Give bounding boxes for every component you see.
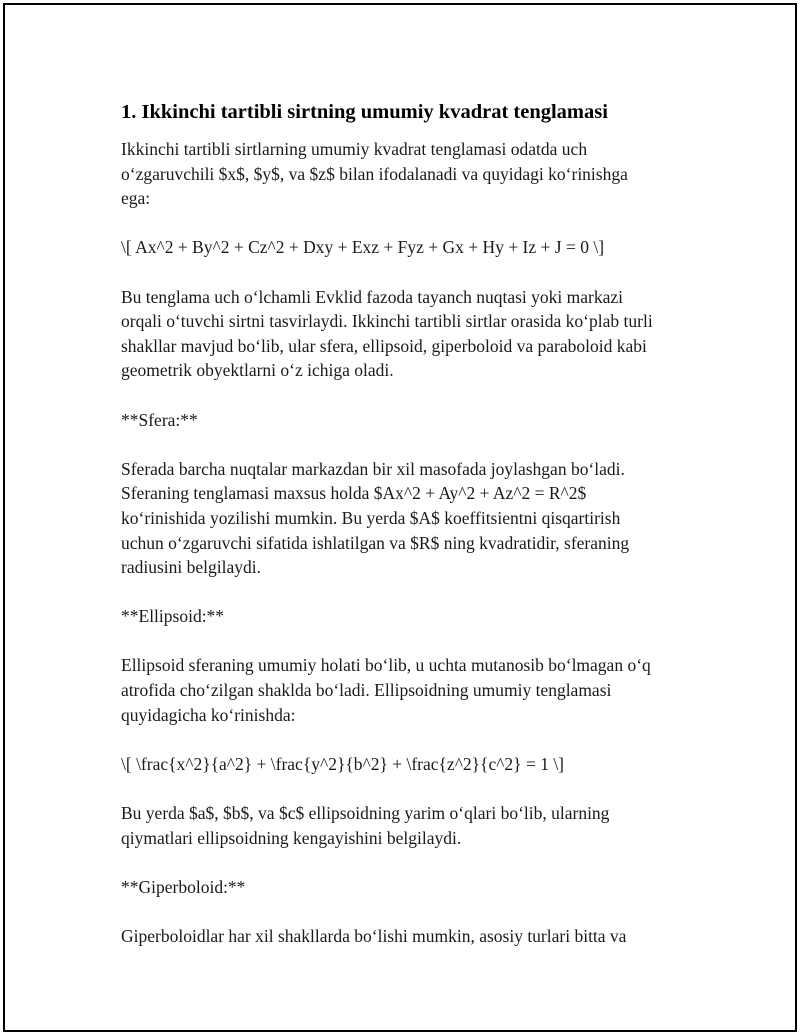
text-line: Ikkinchi tartibli sirtlarning umumiy kvadrat tenglamasi odatda uch xyxy=(121,139,588,159)
text-line: Sferada barcha nuqtalar markazdan bir xil masofada joylashgan bo‘ladi. xyxy=(121,458,625,479)
text-line: ko‘rinishida yozilishi mumkin. Bu yerda $A$ koeffitsientni qisqartirish xyxy=(121,507,621,528)
text-line: **Ellipsoid:** xyxy=(121,606,225,627)
page-frame xyxy=(3,3,797,1032)
text-line: qiymatlari ellipsoidning kengayishini belgilaydi. xyxy=(121,827,462,848)
section-heading: 1. Ikkinchi tartibli sirtning umumiy kvadrat tenglamasi xyxy=(121,101,608,123)
paragraph xyxy=(121,801,681,850)
text-line: \[ \frac{x^2}{a^2} + \frac{y^2}{b^2} + \frac{z^2}{c^2} = 1 \] xyxy=(121,753,565,774)
text-line: o‘zgaruvchili $x$, $y$, va $z$ bilan ifodalanadi va quyidagi ko‘rinishga xyxy=(121,163,628,184)
text-line: uchun o‘zgaruvchi sifatida ishlatilgan va $R$ ning kvadratidir, sferaning xyxy=(121,532,630,553)
text-line: quyidagicha ko‘rinishda: xyxy=(121,704,296,725)
text-line: **Sfera:** xyxy=(121,409,198,430)
text-line: radiusini belgilaydi. xyxy=(121,557,261,578)
text-line: shakllar mavjud bo‘lib, ular sfera, ellipsoid, giperboloid va paraboloid kabi xyxy=(121,335,647,356)
paragraph xyxy=(121,137,681,211)
paragraph xyxy=(121,604,681,629)
paragraph xyxy=(121,924,681,949)
paragraph xyxy=(121,875,681,900)
text-line: ega: xyxy=(121,188,151,209)
paragraph xyxy=(121,752,681,777)
document-body xyxy=(121,99,681,973)
text-line: Ellipsoid sferaning umumiy holati bo‘lib, u uchta mutanosib bo‘lmagan o‘q xyxy=(121,655,651,676)
text-line: geometrik obyektlarni o‘z ichiga oladi. xyxy=(121,360,394,381)
text-line: Bu yerda $a$, $b$, va $c$ ellipsoidning yarim o‘qlari bo‘lib, ularning xyxy=(121,803,610,824)
text-line: **Giperboloid:** xyxy=(121,876,246,897)
paragraph xyxy=(121,235,681,260)
paragraph xyxy=(121,408,681,433)
text-line: Bu tenglama uch o‘lchamli Evklid fazoda tayanch nuqtasi yoki markazi xyxy=(121,286,623,307)
text-line: atrofida cho‘zilgan shaklda bo‘ladi. Ellipsoidning umumiy tenglamasi xyxy=(121,680,612,701)
text-line: Sferaning tenglamasi maxsus holda $Ax^2 + Ay^2 + Az^2 = R^2$ xyxy=(121,483,587,504)
paragraph-list xyxy=(121,137,681,949)
text-line: orqali o‘tuvchi sirtni tasvirlaydi. Ikkinchi tartibli sirtlar orasida ko‘plab turli xyxy=(121,311,653,332)
paragraph xyxy=(121,653,681,727)
text-line: Giperboloidlar har xil shakllarda bo‘lishi mumkin, asosiy turlari bitta va xyxy=(121,926,627,946)
paragraph xyxy=(121,285,681,383)
text-line: \[ Ax^2 + By^2 + Cz^2 + Dxy + Exz + Fyz + Gx + Hy + Iz + J = 0 \] xyxy=(121,237,605,258)
paragraph xyxy=(121,457,681,580)
